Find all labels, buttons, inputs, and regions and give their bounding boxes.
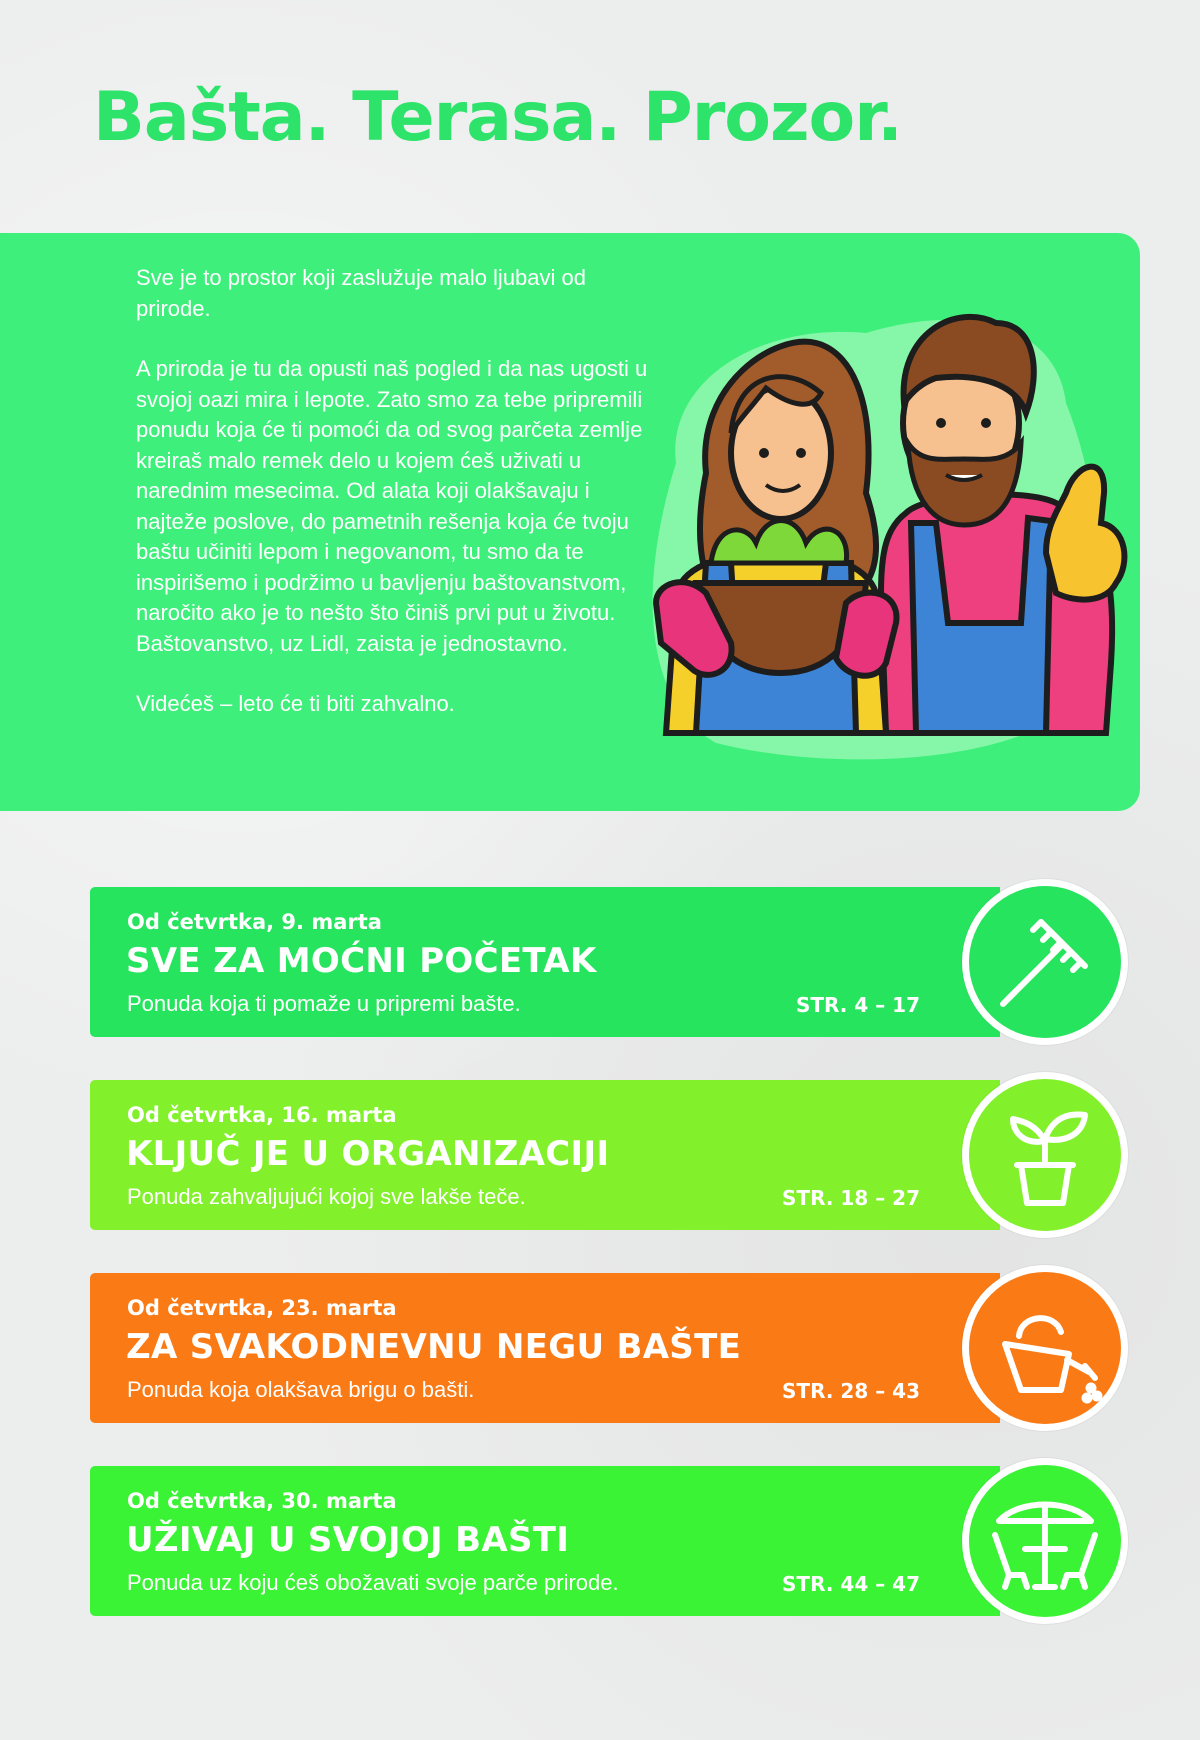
- offer-row-1[interactable]: [90, 887, 1140, 1037]
- intro-panel: [0, 233, 1140, 811]
- offer-banner[interactable]: [90, 1273, 1000, 1423]
- watering-can-icon: [962, 1265, 1128, 1431]
- offer-description: Ponuda koja olakšava brigu o bašti.: [127, 1377, 475, 1402]
- intro-paragraph: Videćeš – leto će ti biti zahvalno.: [136, 691, 455, 716]
- offer-row-3[interactable]: [90, 1273, 1140, 1423]
- offer-date: Od četvrtka, 30. marta: [127, 1489, 397, 1513]
- offer-banner[interactable]: [90, 1080, 1000, 1230]
- offer-title: SVE ZA MOĆNI POČETAK: [126, 941, 597, 981]
- page-title: Bašta. Terasa. Prozor.: [93, 78, 902, 157]
- offer-title: ZA SVAKODNEVNU NEGU BAŠTE: [126, 1327, 742, 1367]
- offer-description: Ponuda koja ti pomaže u pripremi bašte.: [127, 991, 521, 1016]
- offer-description: Ponuda uz koju ćeš obožavati svoje parče prirode.: [127, 1570, 619, 1595]
- offer-row-2[interactable]: [90, 1080, 1140, 1230]
- offer-pages: STR. 4 – 17: [795, 993, 920, 1017]
- rake-icon: [962, 879, 1128, 1045]
- offer-pages: STR. 44 – 47: [782, 1572, 920, 1596]
- offer-pages: STR. 28 – 43: [782, 1379, 920, 1403]
- intro-text: [136, 263, 656, 720]
- gardeners-illustration: [636, 263, 1136, 783]
- intro-paragraph: A priroda je tu da opusti naš pogled i da nas ugosti u svojoj oazi mira i lepote. Zato smo za tebe pripremili ponudu koja će ti pomoći da od svog parčeta zemlje kreiraš malo remek delo u kojem ćeš uživati u narednim mesecima. Od alata koji olakšavaju i najteže poslove, do pametnih rešenja koja će tvoju baštu učiniti lepom i negovanom, tu smo da te inspirišemo i podržimo u bavljenju baštovanstvom, naročito ako je to nešto što činiš prvi put u životu. Baštovanstvo, uz Lidl, zaista je jednostavno.: [136, 356, 648, 656]
- offer-banner[interactable]: [90, 1466, 1000, 1616]
- offer-banner[interactable]: [90, 887, 1000, 1037]
- potted-plant-icon: [962, 1072, 1128, 1238]
- patio-umbrella-table-icon: [962, 1458, 1128, 1624]
- offer-row-4[interactable]: [90, 1466, 1140, 1616]
- offer-title: KLJUČ JE U ORGANIZACIJI: [126, 1134, 610, 1174]
- intro-paragraph: Sve je to prostor koji zaslužuje malo ljubavi od prirode.: [136, 265, 587, 321]
- offer-date: Od četvrtka, 23. marta: [127, 1296, 397, 1320]
- offer-title: UŽIVAJ U SVOJOJ BAŠTI: [126, 1520, 570, 1560]
- offer-pages: STR. 18 – 27: [782, 1186, 920, 1210]
- offer-description: Ponuda zahvaljujući kojoj sve lakše teče.: [127, 1184, 526, 1209]
- offer-date: Od četvrtka, 9. marta: [127, 910, 382, 934]
- offer-date: Od četvrtka, 16. marta: [127, 1103, 397, 1127]
